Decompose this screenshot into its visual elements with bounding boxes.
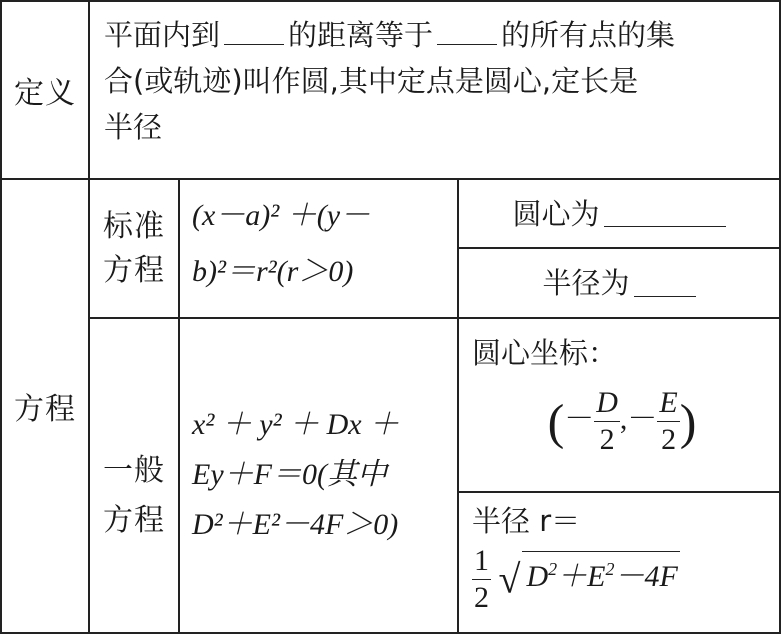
definition-label xyxy=(2,2,88,178)
table-border-right xyxy=(779,0,781,634)
general-center-value: (－ $\frac{D}{2}$ ,－ $\frac{E}{2}$ ) xyxy=(547,386,697,456)
row-divider-standard-general xyxy=(88,317,781,319)
general-equation-label: 一般 方程 xyxy=(103,452,165,538)
general-radius-cell xyxy=(472,498,772,628)
standard-radius-cell: 半径为 xyxy=(459,249,779,317)
blank-center-point xyxy=(224,18,284,45)
equation-label: 方程 xyxy=(14,392,76,427)
table-border-bottom xyxy=(0,632,781,634)
general-equation-line-3: D²＋E²－4F＞0) xyxy=(192,508,399,541)
definition-line-1: 平面内到 的距离等于 的所有点的集 xyxy=(104,18,676,52)
general-center-label: 圆心坐标： xyxy=(472,336,618,370)
blank-fixed-length xyxy=(437,18,497,45)
general-center-cell xyxy=(472,330,772,488)
general-radius-label: 半径 r＝ xyxy=(472,504,581,538)
definition-label-text: 定义 xyxy=(14,76,76,111)
general-equation-formula xyxy=(192,400,454,560)
definition-line-2: 合(或轨迹)叫作圆,其中定点是圆心,定长是 xyxy=(104,64,639,98)
standard-center-cell: 圆心为 xyxy=(459,180,779,247)
standard-equation-label: 标准 方程 xyxy=(103,208,165,288)
table-border-top xyxy=(0,0,781,2)
standard-equation-line-1: (x－a)² ＋(y－ xyxy=(192,199,371,232)
col-divider-sublabel xyxy=(178,178,180,634)
general-radius-value: $\frac{1}{2}$ √ $D^2+E^2-4F$ xyxy=(474,544,678,614)
general-equation-line-1: x² ＋ y² ＋ Dx ＋ xyxy=(192,408,400,441)
general-equation-line-2: Ey＋F＝0(其中 xyxy=(192,458,387,491)
definition-text xyxy=(104,12,776,172)
row-divider-general-center xyxy=(457,491,781,493)
standard-equation-line-2: b)²＝r²(r＞0) xyxy=(192,255,354,288)
standard-equation-formula xyxy=(192,188,452,308)
blank-standard-radius xyxy=(634,270,696,297)
blank-standard-center xyxy=(604,200,726,227)
definition-line-3: 半径 xyxy=(104,110,163,144)
